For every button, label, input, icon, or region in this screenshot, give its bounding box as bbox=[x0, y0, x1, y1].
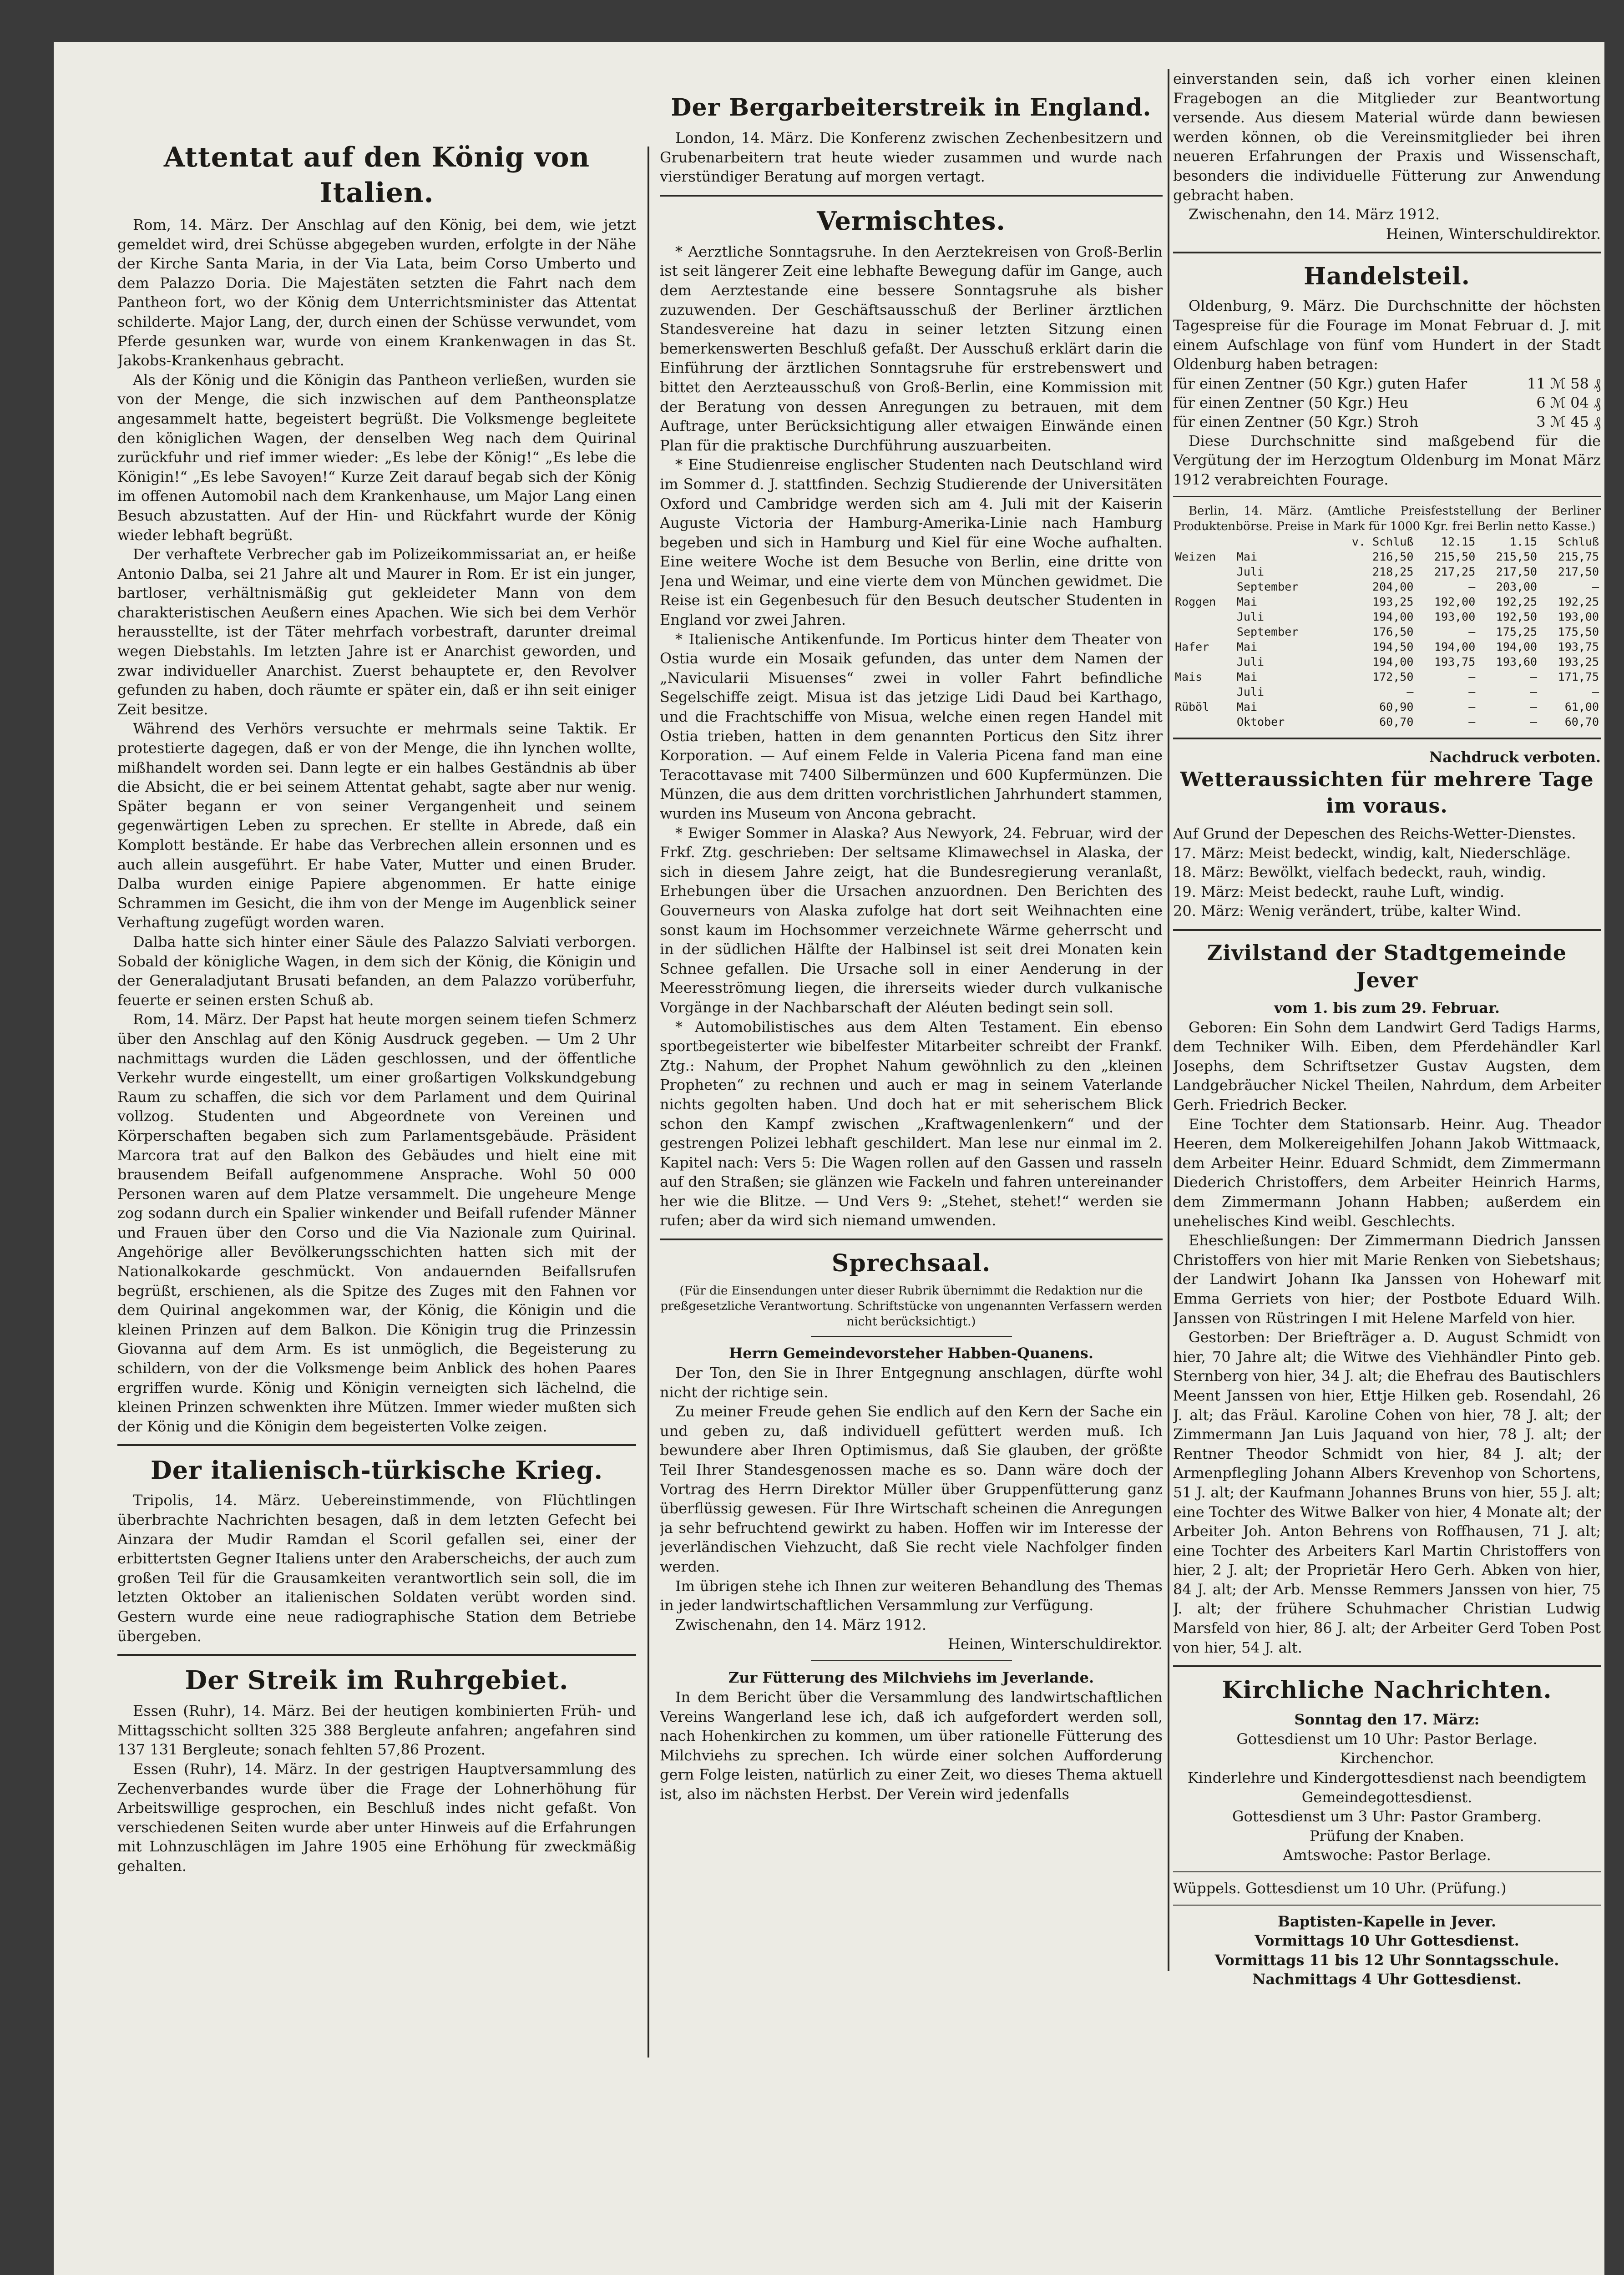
table-cell: 217,50 bbox=[1558, 565, 1599, 578]
table-cell bbox=[1173, 579, 1235, 594]
table-cell: 193,60 bbox=[1496, 655, 1538, 668]
letter-date: Zwischenahn, den 14. März 1912. bbox=[675, 1616, 927, 1633]
table-cell: 194,50 bbox=[1372, 640, 1414, 653]
table-row bbox=[1173, 699, 1601, 714]
kirche-line: Gottesdienst um 10 Uhr: Pastor Berlage. bbox=[1236, 1730, 1538, 1748]
fourage-row: für einen Zentner (50 Kgr.) guten Hafer 11 ℳ 58 ₰ bbox=[1173, 374, 1601, 392]
fourage-row: für einen Zentner (50 Kgr.) Stroh 3 ℳ 45 ₰ bbox=[1173, 413, 1601, 430]
paragraph: London, 14. März. Die Konferenz zwischen Zechenbesitzern und Grubenarbeitern trat heute wieder zusammen und wurde nach vierstündiger Beratung auf morgen vertagt. bbox=[660, 129, 1163, 186]
headline-krieg: Der italienisch-türkische Krieg. bbox=[150, 1456, 603, 1485]
column-right bbox=[1173, 69, 1601, 1989]
paragraph: Zu meiner Freude gehen Sie endlich auf den Kern der Sache ein und geben zu, daß individuell gefüttert werden muß. Ich bewundere aber Ihren Optimismus, daß Sie glauben, der größte Teil Ihrer Standesgenossen mache es so. Dann wäre doch der Vortrag des Herrn Direktor Müller über Gruppenfütterung ganz überflüssig gewesen. Für Ihre Wirtschaft scheinen die Anregungen ja sehr befruchtend gewirkt zu haben. Hoffen wir im Interesse der jeverländischen Viehzucht, daß Sie recht viele Nachfolger finden werden. bbox=[660, 1403, 1163, 1575]
price-table-body bbox=[1173, 549, 1601, 729]
table-cell: — bbox=[1468, 670, 1476, 683]
headline-england: Der Bergarbeiterstreik in England. bbox=[671, 94, 1152, 121]
table-cell bbox=[1173, 624, 1235, 639]
letter-signature: Heinen, Winterschuldirektor. bbox=[947, 1635, 1163, 1653]
divider bbox=[811, 1336, 1012, 1337]
paragraph: Dalba hatte sich hinter einer Säule des Palazzo Salviati verborgen. Sobald der königliche Wagen, in dem sich der König, die Königin und der Generaladjutant Brusati befanden, an dem Palazzo vorüberfuhr, feuerte er seinen ersten Schuß ab. bbox=[117, 933, 636, 1009]
table-cell: 192,25 bbox=[1496, 595, 1538, 608]
paragraph: * Ewiger Sommer in Alaska? Aus Newyork, 24. Februar, wird der Frkf. Ztg. geschrieben: Der seltsame Klimawechsel in Alaska, der sich in diesem Jahre zeigt, hat die Bundesregierung veranlaßt, Erhebungen über die Ursachen anzuordnen. Den Berichten des Gouverneurs von Alaska zufolge hat dort seit Weihnachten eine sonst kaum im Hochsommer verzeichnete Wärme geherrscht und in der südlichen Hälfte der Halbinsel ist seit drei Monaten kein Schnee gefallen. Die Ursache soll in einer Aenderung in der Meeresströmung liegen, die ihrerseits wieder durch vulkanische Vorgänge in der Nachbarschaft der Aléuten bedingt sein soll. bbox=[660, 824, 1163, 1016]
headline-sprechsaal: Sprechsaal. bbox=[831, 1249, 991, 1278]
paragraph: Rom, 14. März. Der Anschlag auf den König, bei dem, wie jetzt gemeldet wird, drei Schüsse abgegeben wurden, erfolgte in der Nähe der Kirche Santa Maria, in der Via Lata, beim Corso Umberto und dem Palazzo Doria. Die Majestäten setzten die Fahrt nach dem Pantheon fort, wo der König dem Unterrichtsminister das Attentat schilderte. Major Lang, der, durch einen der Schüsse verwundet, vom Pferde gesunken war, wurde von einem Krankenwagen in das St. Jakobs-Krankenhaus gebracht. bbox=[117, 216, 636, 369]
table-cell: — bbox=[1530, 715, 1538, 728]
section-divider bbox=[117, 1654, 636, 1656]
kirche-line: Amtswoche: Pastor Berlage. bbox=[1283, 1846, 1491, 1864]
table-cell: 60,70 bbox=[1564, 715, 1599, 728]
table-cell: Juli bbox=[1236, 685, 1265, 698]
table-row bbox=[1173, 624, 1601, 639]
table-row bbox=[1173, 684, 1601, 699]
letter-heading: Zur Fütterung des Milchviehs im Jeverlande. bbox=[728, 1668, 1094, 1686]
paragraph: * Aerztliche Sonntagsruhe. In den Aerztekreisen von Groß-Berlin ist seit längerer Zeit eine lebhafte Bewegung dafür im Gange, auch dem Aerztestande eine bessere Sonntagsruhe als bisher zuzuwenden. Der Geschäftsausschuß der Berliner ärztlichen Standesvereine hat dazu in seiner letzten Sitzung einen bemerkenswerten Beschluß gefaßt. Der Ausschuß erklärt darin die Einführung der ärztlichen Sonntagsruhe für erstrebenswert und bittet den Aerzteausschuß von Groß-Berlin, eine Kommission mit der Beratung von dessen Anregungen zu betrauen, mit dem Auftrage, unter Berücksichtigung aller etwaigen Einwände einen Plan für die praktische Durchführung auszuarbeiten. bbox=[660, 243, 1163, 454]
paragraph: Geboren: Ein Sohn dem Landwirt Gerd Tadigs Harms, dem Techniker Wilh. Eiben, dem Pferdehändler Karl Josephs, dem Schriftsetzer Gustav Augsten, dem Landgebräucher Nickel Theilen, Nahrdum, dem Arbeiter Gerh. Friedrich Becker. bbox=[1173, 1018, 1601, 1114]
paragraph: Als der König und die Königin das Pantheon verließen, wurden sie von der Menge, die sich inzwischen auf dem Pantheonsplatze angesammelt hatte, begeistert begrüßt. Die Volksmenge begleitete den königlichen Wagen, der denselben Weg nach dem Quirinal zurückfuhr und rief immer wieder: „Es lebe der König!“ „Es lebe die Königin!“ „Es lebe Savoyen!“ Kurze Zeit darauf begab sich der König im offenen Automobil nach dem Krankenhause, um Major Lang einen Besuch abzustatten. Auf der Hin- und Rückfahrt wurde der König wieder lebhaft begrüßt. bbox=[117, 371, 636, 544]
table-cell: — bbox=[1530, 670, 1538, 683]
table-row bbox=[1173, 564, 1601, 579]
paragraph: einverstanden sein, daß ich vorher einen kleinen Fragebogen an die Mitglieder zur Beantwortung versende. Aus diesem Material würde dann bewiesen werden können, ob die Vereinsmitglieder bei ihren neueren Erfahrungen der Praxis und Wissenschaft, besonders die individuelle Fütterung zur Anwendung gebracht haben. bbox=[1173, 70, 1601, 204]
baptisten-heading: Baptisten-Kapelle in Jever. bbox=[1278, 1912, 1496, 1930]
table-cell: 192,50 bbox=[1496, 610, 1538, 623]
section-divider bbox=[1173, 929, 1601, 931]
kirche-sonntag: Sonntag den 17. März: bbox=[1294, 1711, 1480, 1729]
paragraph: Während des Verhörs versuchte er mehrmals seine Taktik. Er protestierte dagegen, daß er von der Menge, die ihn lynchen wollte, mißhandelt worden sei. Dann legte er ein halbes Geständnis ab über die Absicht, die er bei seinem Attentat gehabt, sagte aber nur wenig. Später begann er von seiner Vergangenheit und seinem gegenwärtigen Leben zu sprechen. Er stellte in Abrede, daß ein Komplott bestände. Er habe das Verbrechen allein ersonnen und es auch allein ausgeführt. Er habe Vater, Mutter und einen Bruder. Dalba wurden einige Papiere abgenommen. Er hatte einige Schrammen im Gesicht, die ihm von der Menge im Augenblick seiner Verhaftung zugefügt worden waren. bbox=[117, 720, 636, 931]
table-cell: 194,00 bbox=[1496, 640, 1538, 653]
paragraph: Berlin, 14. März. (Amtliche Preisfeststellung der Berliner Produktenbörse. Preise in Mark für 1000 Kgr. frei Berlin netto Kasse.) bbox=[1173, 504, 1601, 533]
divider bbox=[1173, 1905, 1601, 1906]
paragraph: Der Ton, den Sie in Ihrer Entgegnung anschlagen, dürfte wohl nicht der richtige sein. bbox=[660, 1364, 1163, 1401]
table-cell: 60,70 bbox=[1379, 715, 1414, 728]
column-rule-1 bbox=[648, 147, 649, 2058]
table-cell: Juli bbox=[1236, 565, 1265, 578]
table-row bbox=[1173, 594, 1601, 609]
weather-line: 17. März: Meist bedeckt, windig, kalt, Niederschläge. bbox=[1173, 844, 1571, 862]
headline-kirche: Kirchliche Nachrichten. bbox=[1222, 1676, 1552, 1704]
paragraph: Essen (Ruhr), 14. März. In der gestrigen Hauptversammlung des Zechenverbandes wurde über die Frage der Lohnerhöhung für Arbeitswillige gesprochen, ein Beschluß indes nicht gefaßt. Von verschiedenen Seiten wurde aber unter Hinweis auf die Erfahrungen mit Lohnzuschlägen im Jahre 1905 eine Erhöhung für zweckmäßig gehalten. bbox=[117, 1760, 636, 1875]
section-divider bbox=[117, 1444, 636, 1446]
table-cell: 193,00 bbox=[1558, 610, 1599, 623]
paragraph: Tripolis, 14. März. Uebereinstimmende, von Flüchtlingen überbrachte Nachrichten besagen, daß in dem letzten Gefecht bei Ainzara der Mudir Ramdan el Scoril gefallen sei, einer der erbittertsten Gegner Italiens unter den Araberscheichs, der auch zum großen Teil für die Grausamkeiten verantwortlich sein soll, die im letzten Oktober an italienischen Soldaten verübt worden sind. Gestern wurde eine neue radiographische Station dem Betriebe übergeben. bbox=[117, 1491, 636, 1645]
zivilstand-subtitle: vom 1. bis zum 29. Februar. bbox=[1274, 999, 1500, 1017]
table-cell: 175,50 bbox=[1558, 625, 1599, 638]
divider bbox=[1173, 496, 1601, 497]
newspaper-page bbox=[54, 42, 1604, 2275]
table-cell: 215,75 bbox=[1558, 550, 1599, 563]
kirche-line: Kinderlehre und Kindergottesdienst nach beendigtem Gemeindegottesdienst. bbox=[1187, 1769, 1587, 1806]
table-cell: — bbox=[1530, 700, 1538, 713]
table-cell: 192,25 bbox=[1558, 595, 1599, 608]
table-cell: — bbox=[1406, 685, 1414, 698]
table-cell: 175,25 bbox=[1496, 625, 1538, 638]
paragraph: Diese Durchschnitte sind maßgebend für die Vergütung der im Herzogtum Oldenburg im Monat März 1912 verabreichten Fourage. bbox=[1173, 432, 1601, 488]
table-row bbox=[1173, 549, 1601, 564]
headline-wetter: Wetteraussichten für mehrere Tage im voraus. bbox=[1180, 768, 1594, 818]
letter-date: Zwischenahn, den 14. März 1912. bbox=[1189, 206, 1440, 223]
table-cell: Mai bbox=[1236, 640, 1258, 653]
table-cell: Juli bbox=[1236, 610, 1265, 623]
table-cell: 215,50 bbox=[1434, 550, 1476, 563]
table-cell: — bbox=[1468, 715, 1476, 728]
price-table bbox=[1173, 534, 1601, 729]
baptisten-line: Vormittags 10 Uhr Gottesdienst. bbox=[1255, 1932, 1519, 1950]
paragraph: Im übrigen stehe ich Ihnen zur weiteren Behandlung des Themas in jeder landwirtschaftlichen Versammlung zur Verfügung. bbox=[660, 1577, 1163, 1614]
letter-heading: Herrn Gemeindevorsteher Habben-Quanens. bbox=[729, 1345, 1093, 1362]
kirche-line: Prüfung der Knaben. bbox=[1310, 1827, 1464, 1845]
paragraph: In dem Bericht über die Versammlung des landwirtschaftlichen Vereins Wangerland lese ich, daß ich aufgefordert werden soll, nach Hohenkirchen zu kommen, um über rationelle Fütterung des Milchviehs zu sprechen. Ich würde einer solchen Aufforderung gern Folge leisten, natürlich zu einer Zeit, wo dieses Thema aktuell ist, also im nächsten Herbst. Der Verein wird jedenfalls bbox=[660, 1688, 1163, 1803]
table-cell: 171,75 bbox=[1558, 670, 1599, 683]
headline-zivilstand: Zivilstand der Stadtgemeinde Jever bbox=[1207, 940, 1567, 993]
table-cell: 193,25 bbox=[1558, 655, 1599, 668]
table-cell bbox=[1173, 684, 1235, 699]
table-cell: Oktober bbox=[1236, 715, 1285, 728]
table-cell: 203,00 bbox=[1496, 580, 1538, 593]
table-row bbox=[1173, 714, 1601, 729]
baptisten-line: Vormittags 11 bis 12 Uhr Sonntagsschule. bbox=[1214, 1951, 1559, 1969]
table-cell bbox=[1173, 564, 1235, 579]
table-cell: Mai bbox=[1236, 670, 1258, 683]
table-cell: Rüböl bbox=[1175, 700, 1209, 713]
table-cell: 193,00 bbox=[1434, 610, 1476, 623]
section-divider bbox=[660, 1239, 1163, 1240]
table-cell: — bbox=[1468, 580, 1476, 593]
table-cell: 194,00 bbox=[1434, 640, 1476, 653]
table-cell: Mai bbox=[1236, 700, 1258, 713]
paragraph: * Eine Studienreise englischer Studenten nach Deutschland wird im Sommer d. J. stattfinden. Sechzig Studierende der Universitäten Oxford und Cambridge werden sich am 4. Juli mit der Kaiserin Auguste Victoria der Hamburg-Amerika-Linie nach Hamburg begeben und sich in Hamburg und Kiel für eine Woche aufhalten. Eine weitere Woche ist dem Besuche von Berlin, eine dritte von Jena und Weimar, und eine vierte dem von München gewidmet. Die Reise ist ein Gegenbesuch für den Besuch deutscher Studenten in England vor zwei Jahren. bbox=[660, 456, 1163, 629]
table-cell: — bbox=[1592, 580, 1599, 593]
paragraph: * Automobilistisches aus dem Alten Testament. Ein ebenso sportbegeisterter wie bibelfester Mitarbeiter schreibt der Frankf. Ztg.: Nahum, der Prophet Nahum gewöhnlich zu den „kleinen Propheten“ zu rechnen und auch er mag in seinem Vaterlande nichts gegolten haben. Und doch hat er mit seherischem Blick schon den Kampf zwischen „Kraftwagenlenkern“ und der gestrengen Polizei lebhaft geschildert. Man lese nur einmal im 2. Kapitel nach: Vers 5: Die Wagen rollen auf den Gassen und rasseln auf den Straßen; sie glänzen wie Fackeln und fahren untereinander her wie die Blitze. — Und Vers 9: „Stehet, stehet!“ werden sie rufen; aber da wird sich niemand umwenden. bbox=[660, 1018, 1163, 1229]
table-cell: 204,00 bbox=[1372, 580, 1414, 593]
table-cell: Mais bbox=[1175, 670, 1203, 683]
table-cell: 217,50 bbox=[1496, 565, 1538, 578]
table-cell: 193,75 bbox=[1558, 640, 1599, 653]
weather-line: 18. März: Bewölkt, vielfach bedeckt, rauh, windig. bbox=[1173, 864, 1546, 881]
kirche-line: Kirchenchor. bbox=[1340, 1749, 1434, 1767]
article-vermischtes bbox=[660, 242, 1163, 1230]
paragraph: Oldenburg, 9. März. Die Durchschnitte der höchsten Tagespreise für die Fourage im Monat Februar d. J. mit einem Aufschlage von fünf vom Hundert in der Stadt Oldenburg haben betragen: bbox=[1173, 297, 1601, 373]
table-cell: 193,75 bbox=[1434, 655, 1476, 668]
paragraph: Der verhaftete Verbrecher gab im Polizeikommissariat an, er heiße Antonio Dalba, sei 21 Jahre alt und Maurer in Rom. Er ist ein junger, bartloser, verhältnismäßig gut gekleideter Mann von dem charakteristischen Aeußern eines Apachen. Wie sich bei dem Verhör herausstellte, ist der Täter mehrfach vorbestraft, darunter dreimal wegen Diebstahls. Im letzten Jahre ist er Anarchist geworden, und zwar individueller Anarchist. Zuerst behauptete er, den Revolver gefunden zu haben, doch räumte er später ein, daß er ihn seit einiger Zeit besitze. bbox=[117, 546, 636, 718]
table-cell: 194,00 bbox=[1372, 610, 1414, 623]
table-cell: — bbox=[1592, 685, 1599, 698]
article-ruhr bbox=[117, 1701, 636, 1876]
table-row bbox=[1173, 609, 1601, 624]
section-divider bbox=[1173, 252, 1601, 253]
table-cell: Hafer bbox=[1175, 640, 1209, 653]
table-cell: 60,90 bbox=[1379, 700, 1414, 713]
table-row bbox=[1173, 639, 1601, 654]
table-cell: 192,00 bbox=[1434, 595, 1476, 608]
sprechsaal-note: (Für die Einsendungen unter dieser Rubrik übernimmt die Redaktion nur die preßgesetzliche Verantwortung. Schriftstücke von ungenannten Verfassern werden nicht berücksichtigt.) bbox=[660, 1284, 1162, 1329]
fourage-row: für einen Zentner (50 Kgr.) Heu 6 ℳ 04 ₰ bbox=[1173, 394, 1601, 411]
table-cell: — bbox=[1468, 685, 1476, 698]
table-cell bbox=[1173, 609, 1235, 624]
table-cell: — bbox=[1468, 625, 1476, 638]
table-cell: — bbox=[1530, 685, 1538, 698]
column-rule-2 bbox=[1168, 69, 1169, 1971]
table-cell: 193,25 bbox=[1372, 595, 1414, 608]
paragraph: Essen (Ruhr), 14. März. Bei der heutigen kombinierten Früh- und Mittagsschicht sollten 325 388 Bergleute anfahren; angefahren sind 137 131 Bergleute; sonach fehlten 57,86 Prozent. bbox=[117, 1702, 636, 1759]
column-middle bbox=[660, 92, 1163, 1804]
weather-line: 20. März: Wenig verändert, trübe, kalter Wind. bbox=[1173, 902, 1521, 920]
headline-ruhr: Der Streik im Ruhrgebiet. bbox=[185, 1665, 569, 1696]
table-cell bbox=[1173, 654, 1235, 669]
table-cell: — bbox=[1468, 700, 1476, 713]
paragraph: Eheschließungen: Der Zimmermann Diedrich Janssen Christoffers von hier mit Marie Renken von Siebetshaus; der Landwirt Johann Ika Janssen von Hohewarf mit Emma Gerriets von hier; der Postbote Eduard Wilh. Janssen von Rüstringen I mit Helene Marfeld von hier. bbox=[1173, 1232, 1601, 1327]
headline-vermischtes: Vermischtes. bbox=[817, 206, 1006, 236]
paragraph: Eine Tochter dem Stationsarb. Heinr. Aug. Theador Heeren, dem Molkereigehilfen Johann Jakob Wittmaack, dem Arbeiter Heinr. Eduard Schmidt, dem Zimmermann Diederich Christoffers, dem Arbeiter Heinrich Harms, dem Zimmermann Johann Habben; außerdem ein unehelisches Kind weibl. Geschlechts. bbox=[1173, 1115, 1601, 1230]
table-cell: 172,50 bbox=[1372, 670, 1414, 683]
fourage-list bbox=[1173, 374, 1601, 431]
table-row bbox=[1173, 669, 1601, 684]
article-attentat bbox=[117, 215, 636, 1436]
paragraph: Gestorben: Der Briefträger a. D. August Schmidt von hier, 70 Jahre alt; die Witwe des Viehhändler Pinto geb. Sternberg von hier, 34 J. alt; die Ehefrau des Bautischlers Meent Janssen von hier, Ettje Hilken geb. Rosendahl, 26 J. alt; das Fräul. Karoline Cohen von hier, 78 J. alt; der Zimmermann Jan Luis Jaquand von hier, 78 J. alt; der Rentner Theodor Schmidt von hier, 84 J. alt; der Armenpflegling Johann Albers Krevenhop von Schortens, 51 J. alt; der Kaufmann Johannes Bruns von hier, 55 J. alt; eine Tochter des Witwe Balker von hier, 4 Monate alt; der Arbeiter Joh. Anton Behrens von Roffhausen, 71 J. alt; eine Tochter des Arbeiters Karl Martin Christoffers von hier, 2 J. alt; der Proprietär Hero Gerh. Abken von hier, 84 J. alt; der Arb. Mensse Remmers Janssen von hier, 75 J. alt; der frühere Schuhmacher Christian Ludwig Marsfeld von hier, 86 J. alt; der Arbeiter Gerd Toben Post von hier, 54 J. alt. bbox=[1173, 1329, 1601, 1656]
table-cell: Mai bbox=[1236, 595, 1258, 608]
table-header-row: v. Schluß 12.15 1.15 Schluß bbox=[1351, 535, 1599, 548]
headline-attentat: Attentat auf den König von Italien. bbox=[163, 142, 590, 209]
table-row bbox=[1173, 654, 1601, 669]
divider bbox=[1173, 1871, 1601, 1872]
table-cell: 176,50 bbox=[1372, 625, 1414, 638]
baptisten-line: Nachmittags 4 Uhr Gottesdienst. bbox=[1252, 1971, 1522, 1988]
weather-line: 19. März: Meist bedeckt, rauhe Luft, windig. bbox=[1173, 883, 1504, 900]
table-cell: 194,00 bbox=[1372, 655, 1414, 668]
section-divider bbox=[1173, 1665, 1601, 1667]
divider bbox=[811, 1660, 1012, 1661]
table-cell: 216,50 bbox=[1372, 550, 1414, 563]
table-cell: 61,00 bbox=[1564, 700, 1599, 713]
table-cell: 217,25 bbox=[1434, 565, 1476, 578]
nachdruck-note: Nachdruck verboten. bbox=[1429, 748, 1601, 766]
article-krieg bbox=[117, 1491, 636, 1646]
paragraph: Rom, 14. März. Der Papst hat heute morgen seinem tiefen Schmerz über den Anschlag auf den König Ausdruck gegeben. — Um 2 Uhr nachmittags wurden die Läden geschlossen, und der öffentliche Verkehr wurde eingestellt, um einer großartigen Volkskundgebung Raum zu schaffen, die sich vor dem Parlament und dem Quirinal vollzog. Studenten und Abgeordnete von Vereinen und Körperschaften begaben sich zum Parlamentsgebäude. Präsident Marcora trat auf den Balkon des Gebäudes und hielt eine mit brausendem Beifall aufgenommene Ansprache. Wohl 50 000 Personen waren auf dem Platze versammelt. Die ungeheure Menge zog sodann durch ein Spalier winkender und Beifall rufender Männer und Frauen über den Corso und die Via Nazionale zum Quirinal. Angehörige aller Bevölkerungsschichten hatten sich mit der Nationalkokarde geschmückt. Von andauernden Beifallsrufen begrüßt, erschienen, als die Spitze des Zuges mit den Fahnen vor dem Quirinal angekommen war, der König, die Königin und die kleinen Prinzen auf dem Balkon. Die Königin trug die Prinzessin Giovanna auf dem Arm. Es ist unmöglich, die Begeisterung zu schildern, von der die Volksmenge beim Anblick des hohen Paares ergriffen wurde. König und Königin verneigten sich lächelnd, die kleinen Prinzen schwenkten ihre Mützen. Immer wieder mußten sich der König und die Königin dem begeisterten Volke zeigen. bbox=[117, 1011, 636, 1435]
paragraph: * Italienische Antikenfunde. Im Porticus hinter dem Theater von Ostia wurde ein Mosaik gefunden, das unter dem Namen der „Navicularii Misuenses“ zwei in voller Fahrt befindliche Segelschiffe zeigt. Misua ist das jetzige Lidi Daud bei Karthago, und die Frachtschiffe von Misua, welche einen regen Handel mit Ostia trieben, hatten in dem genannten Porticus den Sitz ihrer Korporation. — Auf einem Felde in Valeria Picena fand man eine Teracottavase mit 7400 Silbermünzen und 600 Kupfermünzen. Die Münzen, die aus dem dritten vorchristlichen Jahrhundert stammen, wurden ins Museum von Ancona gebracht. bbox=[660, 630, 1163, 822]
headline-handel: Handelsteil. bbox=[1304, 263, 1470, 291]
wueppels-line: Wüppels. Gottesdienst um 10 Uhr. (Prüfung.) bbox=[1173, 1880, 1507, 1897]
table-cell: Juli bbox=[1236, 655, 1265, 668]
table-cell bbox=[1173, 714, 1235, 729]
table-cell: 218,25 bbox=[1372, 565, 1414, 578]
section-divider bbox=[660, 195, 1163, 197]
column-left bbox=[117, 140, 636, 1876]
paragraph: Auf Grund der Depeschen des Reichs-Wetter-Dienstes. bbox=[1173, 825, 1576, 843]
table-row bbox=[1173, 579, 1601, 594]
kirche-line: Gottesdienst um 3 Uhr: Pastor Gramberg. bbox=[1232, 1808, 1542, 1825]
table-cell: 215,50 bbox=[1496, 550, 1538, 563]
table-cell: September bbox=[1236, 625, 1299, 638]
table-cell: September bbox=[1236, 580, 1299, 593]
table-cell: Mai bbox=[1236, 550, 1258, 563]
letter-signature: Heinen, Winterschuldirektor. bbox=[1386, 225, 1601, 243]
table-cell: Weizen bbox=[1175, 550, 1216, 563]
section-divider bbox=[1173, 738, 1601, 739]
table-cell: Roggen bbox=[1175, 595, 1216, 608]
